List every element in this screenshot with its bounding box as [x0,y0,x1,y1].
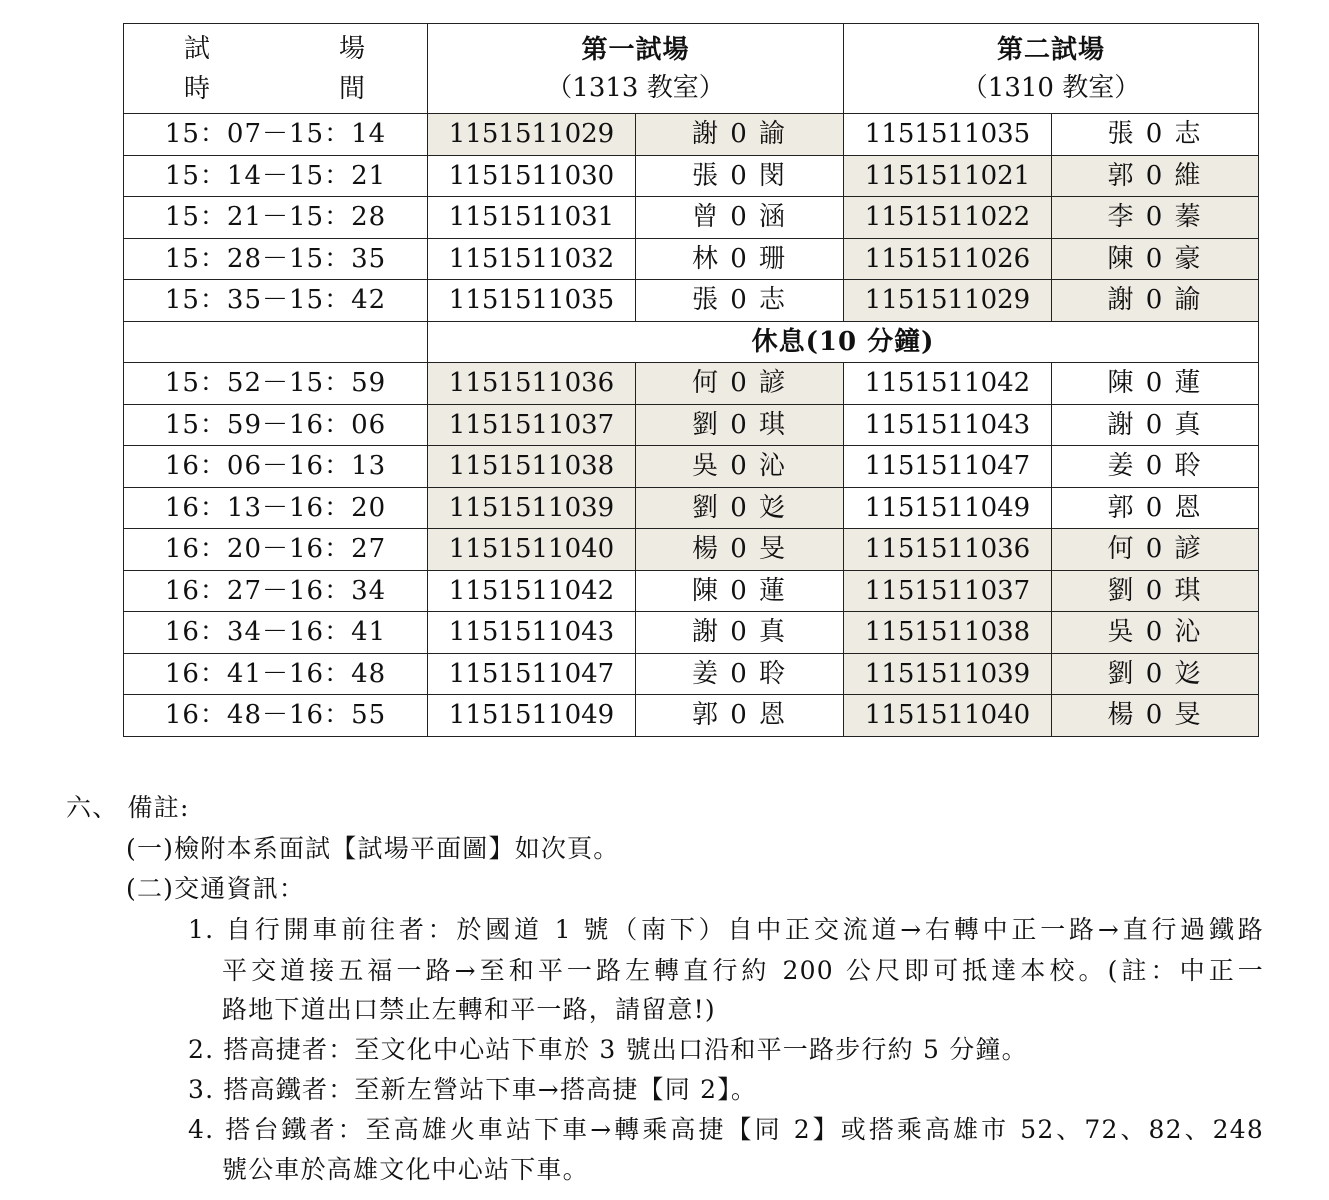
time-cell: 16：41－16：48 [124,653,428,695]
header-label: 時 [184,74,211,104]
room1-name-cell: 劉 0 彣 [636,487,844,529]
time-cell: 15：28－15：35 [124,238,428,280]
break-empty-cell [124,321,428,363]
room1-title: 第一試場 [581,34,690,65]
note-attachment: (一)檢附本系面試【試場平面圖】如次頁。 [126,834,620,863]
room2-name-cell: 郭 0 恩 [1052,487,1259,529]
transport-car-line1: 1. 自行開車前往者：於國道 1 號（南下）自中正交流道→右轉中正一路→直行過鐵路 [188,915,1264,944]
time-cell: 15：14－15：21 [124,155,428,197]
time-cell: 15：35－15：42 [124,280,428,322]
table-row [124,155,1259,197]
room2-id-cell: 1151511026 [844,238,1052,280]
room1-name-cell: 謝 0 諭 [636,114,844,156]
room1-id-cell: 1151511030 [428,155,636,197]
transport-train-line1: 4. 搭台鐵者：至高雄火車站下車→轉乘高捷【同 2】或搭乘高雄市 52、72、82、248 [188,1115,1264,1144]
room1-name-cell: 吳 0 沁 [636,446,844,488]
room2-name-cell: 李 0 蓁 [1052,197,1259,239]
room2-id-cell: 1151511047 [844,446,1052,488]
room2-name-cell: 姜 0 聆 [1052,446,1259,488]
time-cell: 15：59－16：06 [124,404,428,446]
room2-name-cell: 陳 0 豪 [1052,238,1259,280]
room2-id-cell: 1151511037 [844,570,1052,612]
room2-id-cell: 1151511029 [844,280,1052,322]
room1-id-cell: 1151511049 [428,695,636,737]
room1-id-cell: 1151511047 [428,653,636,695]
table-row [124,114,1259,156]
room1-name-cell: 劉 0 琪 [636,404,844,446]
room2-id-cell: 1151511022 [844,197,1052,239]
room2-subtitle: （1310 教室） [961,72,1141,103]
room1-id-cell: 1151511037 [428,404,636,446]
room2-name-cell: 吳 0 沁 [1052,612,1259,654]
room1-name-cell: 陳 0 蓮 [636,570,844,612]
room2-name-cell: 郭 0 維 [1052,155,1259,197]
room1-id-cell: 1151511035 [428,280,636,322]
room2-name-cell: 張 0 志 [1052,114,1259,156]
table-row [124,280,1259,322]
notes-heading: 六、 備註: [66,793,190,822]
time-cell: 16：06－16：13 [124,446,428,488]
room1-name-cell: 曾 0 涵 [636,197,844,239]
room2-id-cell: 1151511038 [844,612,1052,654]
note-transport-heading: (二)交通資訊： [126,874,306,903]
break-label: 休息(10 分鐘) [428,321,1259,363]
break-row [124,321,1259,363]
table-row [124,238,1259,280]
time-cell: 15：52－15：59 [124,363,428,405]
time-cell: 16：48－16：55 [124,695,428,737]
table-row [124,487,1259,529]
room1-id-cell: 1151511039 [428,487,636,529]
room1-id-cell: 1151511042 [428,570,636,612]
time-cell: 15：07－15：14 [124,114,428,156]
room2-name-cell: 謝 0 真 [1052,404,1259,446]
exam-schedule-table [123,23,1259,737]
room2-name-cell: 謝 0 諭 [1052,280,1259,322]
transport-train-line2: 號公車於高雄文化中心站下車。 [222,1155,589,1184]
transport-car-line2: 平交道接五福一路→至和平一路左轉直行約 200 公尺即可抵達本校。(註：中正一 [222,956,1264,985]
room1-id-cell: 1151511032 [428,238,636,280]
room1-header [428,24,844,114]
room1-id-cell: 1151511040 [428,529,636,571]
room1-id-cell: 1151511031 [428,197,636,239]
room1-id-cell: 1151511036 [428,363,636,405]
room1-name-cell: 謝 0 真 [636,612,844,654]
table-row [124,570,1259,612]
room2-header [844,24,1259,114]
room2-name-cell: 何 0 諺 [1052,529,1259,571]
room2-id-cell: 1151511036 [844,529,1052,571]
room1-name-cell: 姜 0 聆 [636,653,844,695]
room2-id-cell: 1151511040 [844,695,1052,737]
header-label: 間 [339,74,366,104]
header-label: 試 [184,34,211,64]
room1-name-cell: 林 0 珊 [636,238,844,280]
table-row [124,197,1259,239]
time-cell: 16：13－16：20 [124,487,428,529]
transport-mrt: 2. 搭高捷者：至文化中心站下車於 3 號出口沿和平一路步行約 5 分鐘。 [188,1035,1028,1064]
transport-hsr: 3. 搭高鐵者：至新左營站下車→搭高捷【同 2】。 [188,1075,758,1104]
time-cell: 16：34－16：41 [124,612,428,654]
room2-name-cell: 劉 0 彣 [1052,653,1259,695]
room1-subtitle: （1313 教室） [546,72,725,103]
room2-id-cell: 1151511021 [844,155,1052,197]
table-row [124,446,1259,488]
time-cell: 16：20－16：27 [124,529,428,571]
table-row [124,404,1259,446]
room2-id-cell: 1151511043 [844,404,1052,446]
room1-name-cell: 何 0 諺 [636,363,844,405]
header-venue-time-cell [124,24,428,114]
table-row [124,653,1259,695]
time-cell: 15：21－15：28 [124,197,428,239]
room1-name-cell: 郭 0 恩 [636,695,844,737]
table-row [124,363,1259,405]
room1-name-cell: 楊 0 旻 [636,529,844,571]
room2-name-cell: 陳 0 蓮 [1052,363,1259,405]
room2-title: 第二試場 [996,34,1105,65]
room1-name-cell: 張 0 志 [636,280,844,322]
table-row [124,612,1259,654]
room2-id-cell: 1151511039 [844,653,1052,695]
room1-id-cell: 1151511038 [428,446,636,488]
room1-id-cell: 1151511029 [428,114,636,156]
room2-name-cell: 劉 0 琪 [1052,570,1259,612]
room2-id-cell: 1151511042 [844,363,1052,405]
room2-name-cell: 楊 0 旻 [1052,695,1259,737]
transport-car-line3: 路地下道出口禁止左轉和平一路，請留意!) [222,995,716,1024]
room1-id-cell: 1151511043 [428,612,636,654]
table-row [124,529,1259,571]
room1-name-cell: 張 0 閔 [636,155,844,197]
room2-id-cell: 1151511049 [844,487,1052,529]
time-cell: 16：27－16：34 [124,570,428,612]
header-label: 場 [339,34,366,64]
table-header-row [124,24,1259,114]
room2-id-cell: 1151511035 [844,114,1052,156]
table-row [124,695,1259,737]
